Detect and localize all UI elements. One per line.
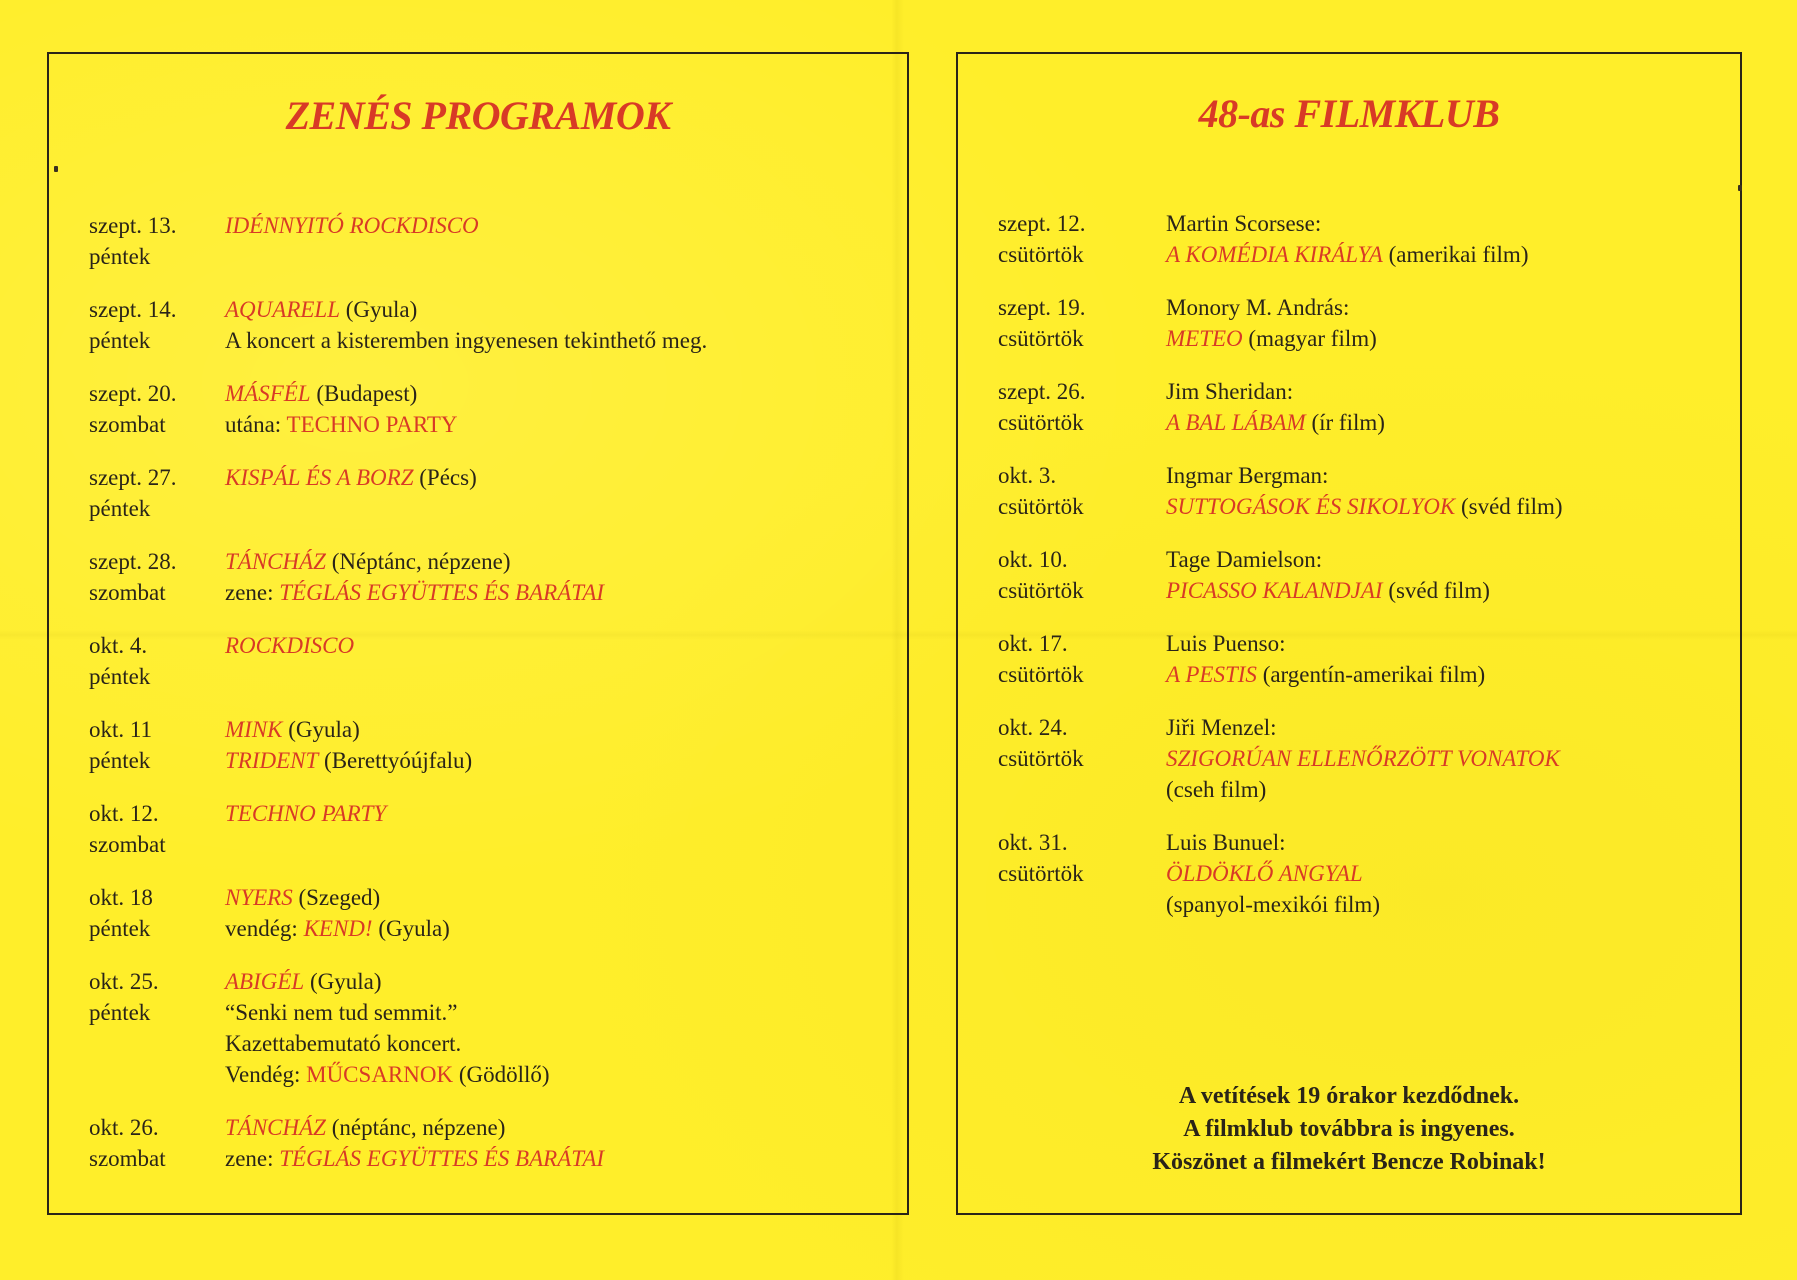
entry-weekday: péntek [89,916,151,941]
entry-text: (Szeged) [292,885,381,910]
entry-weekday: csütörtök [998,662,1084,687]
program-entry [89,546,889,608]
entry-weekday: péntek [89,244,151,269]
entry-text: Jiři Menzel: [1166,715,1277,740]
entry-date-column [89,546,225,608]
entry-line [225,997,889,1028]
entry-date: okt. 12. [89,801,159,826]
entry-date-column [89,966,225,1090]
entry-details [225,798,889,860]
entry-details [1166,208,1728,270]
highlighted-name: KEND! [303,916,373,941]
highlighted-name: TÉGLÁS EGYÜTTES ÉS BARÁTAI [279,1146,605,1171]
entry-line [1166,628,1728,659]
entry-date: szept. 26. [998,379,1086,404]
entry-details [225,630,889,692]
highlighted-name: TECHNO PARTY [225,801,387,826]
entry-line [225,745,889,776]
entry-line [1166,575,1728,606]
screening-entry [998,712,1728,805]
entry-text: (Gödöllő) [453,1062,550,1087]
entry-text: (argentín-amerikai film) [1256,662,1486,687]
entry-date-column [998,628,1166,690]
entry-date-column [89,798,225,860]
film-club-title: 48-as FILMKLUB [1198,91,1500,136]
entry-date-column [89,630,225,692]
entry-line [225,294,889,325]
entry-date: okt. 17. [998,631,1068,656]
entry-line [1166,376,1728,407]
entry-text: Kazettabemutató koncert. [225,1031,462,1056]
screening-entry [998,460,1728,522]
footer-line: Köszönet a filmekért Bencze Robinak! [1152,1149,1546,1175]
entry-details [225,882,889,944]
entry-weekday: csütörtök [998,578,1084,603]
entry-details [1166,827,1728,920]
entry-text: (Pécs) [413,465,477,490]
entry-text: Tage Damielson: [1166,547,1323,572]
entry-line [225,1143,889,1174]
entry-text: Vendég: [225,1062,307,1087]
entry-line [1166,407,1728,438]
entry-details [1166,292,1728,354]
program-entry [89,294,889,356]
entry-text: (néptánc, népzene) [325,1115,506,1140]
program-entry [89,882,889,944]
entry-date: szept. 13. [89,213,177,238]
entry-line [1166,239,1728,270]
entry-text: Luis Bunuel: [1166,830,1286,855]
entry-text: (spanyol-mexikói film) [1166,892,1380,917]
entry-details [225,1112,889,1174]
entry-date-column [89,294,225,356]
highlighted-name: MÁSFÉL [225,381,311,406]
entry-text: (magyar film) [1242,326,1377,351]
entry-text: “Senki nem tud semmit.” [225,1000,458,1025]
entry-text: (ír film) [1305,410,1385,435]
entry-weekday: csütörtök [998,746,1084,771]
entry-weekday: csütörtök [998,410,1084,435]
screening-entry [998,208,1728,270]
screening-entry [998,628,1728,690]
entry-weekday: péntek [89,496,151,521]
entry-text: (Berettyóújfalu) [318,748,473,773]
entry-line [1166,323,1728,354]
highlighted-name: TÉGLÁS EGYÜTTES ÉS BARÁTAI [279,580,605,605]
entry-weekday: csütörtök [998,242,1084,267]
highlighted-name: TECHNO PARTY [286,412,458,437]
highlighted-name: TRIDENT [225,748,319,773]
entry-weekday: péntek [89,328,151,353]
entry-date-column [89,462,225,524]
entry-details [225,714,889,776]
program-entry [89,966,889,1090]
entry-line [225,1112,889,1143]
highlighted-name: MINK [225,717,283,742]
entry-line [225,210,889,241]
program-entry [89,1112,889,1174]
entry-line [225,714,889,745]
highlighted-name: KISPÁL ÉS A BORZ [225,465,414,490]
entry-weekday: péntek [89,664,151,689]
entry-date: szept. 20. [89,381,177,406]
entry-date: okt. 31. [998,830,1068,855]
entry-text: (Gyula) [372,916,450,941]
entry-line [1166,858,1728,889]
entry-text: (Gyula) [340,297,418,322]
entry-line [225,966,889,997]
highlighted-name: PICASSO KALANDJAI [1166,578,1383,603]
highlighted-name: A BAL LÁBAM [1166,410,1306,435]
highlighted-name: ROCKDISCO [225,633,355,658]
entry-details [225,378,889,440]
entry-date: okt. 4. [89,633,148,658]
highlighted-name: A KOMÉDIA KIRÁLYA [1166,242,1383,267]
entry-date: okt. 26. [89,1115,159,1140]
entry-text: Ingmar Bergman: [1166,463,1329,488]
entry-details [225,210,889,272]
entry-date-column [998,460,1166,522]
entry-line [1166,889,1728,920]
entry-date: okt. 18 [89,885,153,910]
film-club-footer-note [958,1080,1740,1179]
entry-text: utána: [225,412,287,437]
program-entry [89,378,889,440]
entry-date-column [998,208,1166,270]
entry-line [225,913,889,944]
entry-weekday: szombat [89,580,166,605]
entry-date: szept. 14. [89,297,177,322]
entry-date-column [89,714,225,776]
entry-weekday: szombat [89,412,166,437]
highlighted-name: ÖLDÖKLŐ ANGYAL [1166,861,1363,886]
entry-line [225,630,889,661]
entry-line [1166,743,1728,774]
entry-text: (cseh film) [1166,777,1267,802]
entry-date: szept. 12. [998,211,1086,236]
entry-text: (amerikai film) [1382,242,1529,267]
entry-details [225,294,889,356]
entry-date-column [89,882,225,944]
highlighted-name: SZIGORÚAN ELLENŐRZÖTT VONATOK [1166,746,1560,771]
screening-entry [998,827,1728,920]
entry-line [1166,491,1728,522]
entry-weekday: csütörtök [998,861,1084,886]
entry-date-column [89,1112,225,1174]
highlighted-name: AQUARELL [225,297,340,322]
entry-text: Luis Puenso: [1166,631,1286,656]
entry-details [1166,544,1728,606]
entry-line [225,462,889,493]
entry-text: Monory M. András: [1166,295,1350,320]
entry-line [225,577,889,608]
entry-line [1166,774,1728,805]
entry-text: (svéd film) [1455,494,1563,519]
screening-entry [998,292,1728,354]
entry-line [225,798,889,829]
entry-weekday: csütörtök [998,326,1084,351]
entry-text: Martin Scorsese: [1166,211,1322,236]
entry-date-column [998,544,1166,606]
entry-line [225,1028,889,1059]
entry-weekday: szombat [89,1146,166,1171]
entry-text: (Budapest) [310,381,418,406]
program-entry [89,210,889,272]
entry-line [1166,544,1728,575]
entry-line [225,546,889,577]
highlighted-name: A PESTIS [1166,662,1257,687]
highlighted-name: NYERS [225,885,293,910]
footer-line: A vetítések 19 órakor kezdődnek. [1178,1083,1520,1109]
program-entry [89,630,889,692]
entry-text: (Néptánc, népzene) [325,549,511,574]
entry-date: okt. 11 [89,717,153,742]
highlighted-name: IDÉNNYITÓ ROCKDISCO [225,213,479,238]
paper-speck [54,166,58,172]
entry-date: okt. 25. [89,969,159,994]
film-club-panel [956,52,1742,1215]
entry-details [1166,460,1728,522]
paper-speck [1738,185,1742,191]
entry-details [1166,376,1728,438]
entry-date: szept. 19. [998,295,1086,320]
entry-date-column [998,827,1166,920]
entry-date-column [998,292,1166,354]
entry-details [1166,712,1728,805]
highlighted-name: TÁNCHÁZ [225,1115,326,1140]
screening-entry [998,544,1728,606]
entry-line [1166,712,1728,743]
highlighted-name: SUTTOGÁSOK ÉS SIKOLYOK [1166,494,1456,519]
entry-details [1166,628,1728,690]
entry-date-column [89,378,225,440]
entry-line [1166,659,1728,690]
entry-line [1166,460,1728,491]
highlighted-name: MŰCSARNOK [306,1062,454,1087]
entry-text: A koncert a kisteremben ingyenesen tekinthető meg. [225,328,708,353]
entry-line [225,1059,889,1090]
entry-line [225,409,889,440]
entry-line [1166,208,1728,239]
music-programs-title: ZENÉS PROGRAMOK [285,93,671,138]
footer-line: A filmklub továbbra is ingyenes. [1183,1116,1515,1142]
entry-details [225,462,889,524]
film-screening-list [998,208,1728,942]
entry-weekday: péntek [89,748,151,773]
entry-date: szept. 28. [89,549,177,574]
entry-date: okt. 3. [998,463,1057,488]
entry-text: zene: [225,580,280,605]
entry-line [1166,292,1728,323]
music-programs-panel [47,52,909,1215]
entry-line [225,325,889,356]
entry-text: (Gyula) [282,717,360,742]
highlighted-name: METEO [1166,326,1243,351]
entry-date-column [89,210,225,272]
entry-line [225,378,889,409]
entry-date-column [998,712,1166,805]
entry-text: vendég: [225,916,304,941]
highlighted-name: TÁNCHÁZ [225,549,326,574]
entry-date-column [998,376,1166,438]
entry-date: szept. 27. [89,465,177,490]
entry-line [1166,827,1728,858]
entry-details [225,546,889,608]
entry-text: zene: [225,1146,280,1171]
entry-weekday: péntek [89,1000,151,1025]
entry-text: (Gyula) [304,969,382,994]
entry-text: Jim Sheridan: [1166,379,1294,404]
program-entry [89,714,889,776]
entry-text: (svéd film) [1382,578,1490,603]
entry-weekday: csütörtök [998,494,1084,519]
program-entry [89,798,889,860]
music-program-list [89,210,889,1196]
entry-date: okt. 10. [998,547,1068,572]
highlighted-name: ABIGÉL [225,969,305,994]
entry-weekday: szombat [89,832,166,857]
entry-date: okt. 24. [998,715,1068,740]
program-entry [89,462,889,524]
entry-line [225,882,889,913]
entry-details [225,966,889,1090]
screening-entry [998,376,1728,438]
